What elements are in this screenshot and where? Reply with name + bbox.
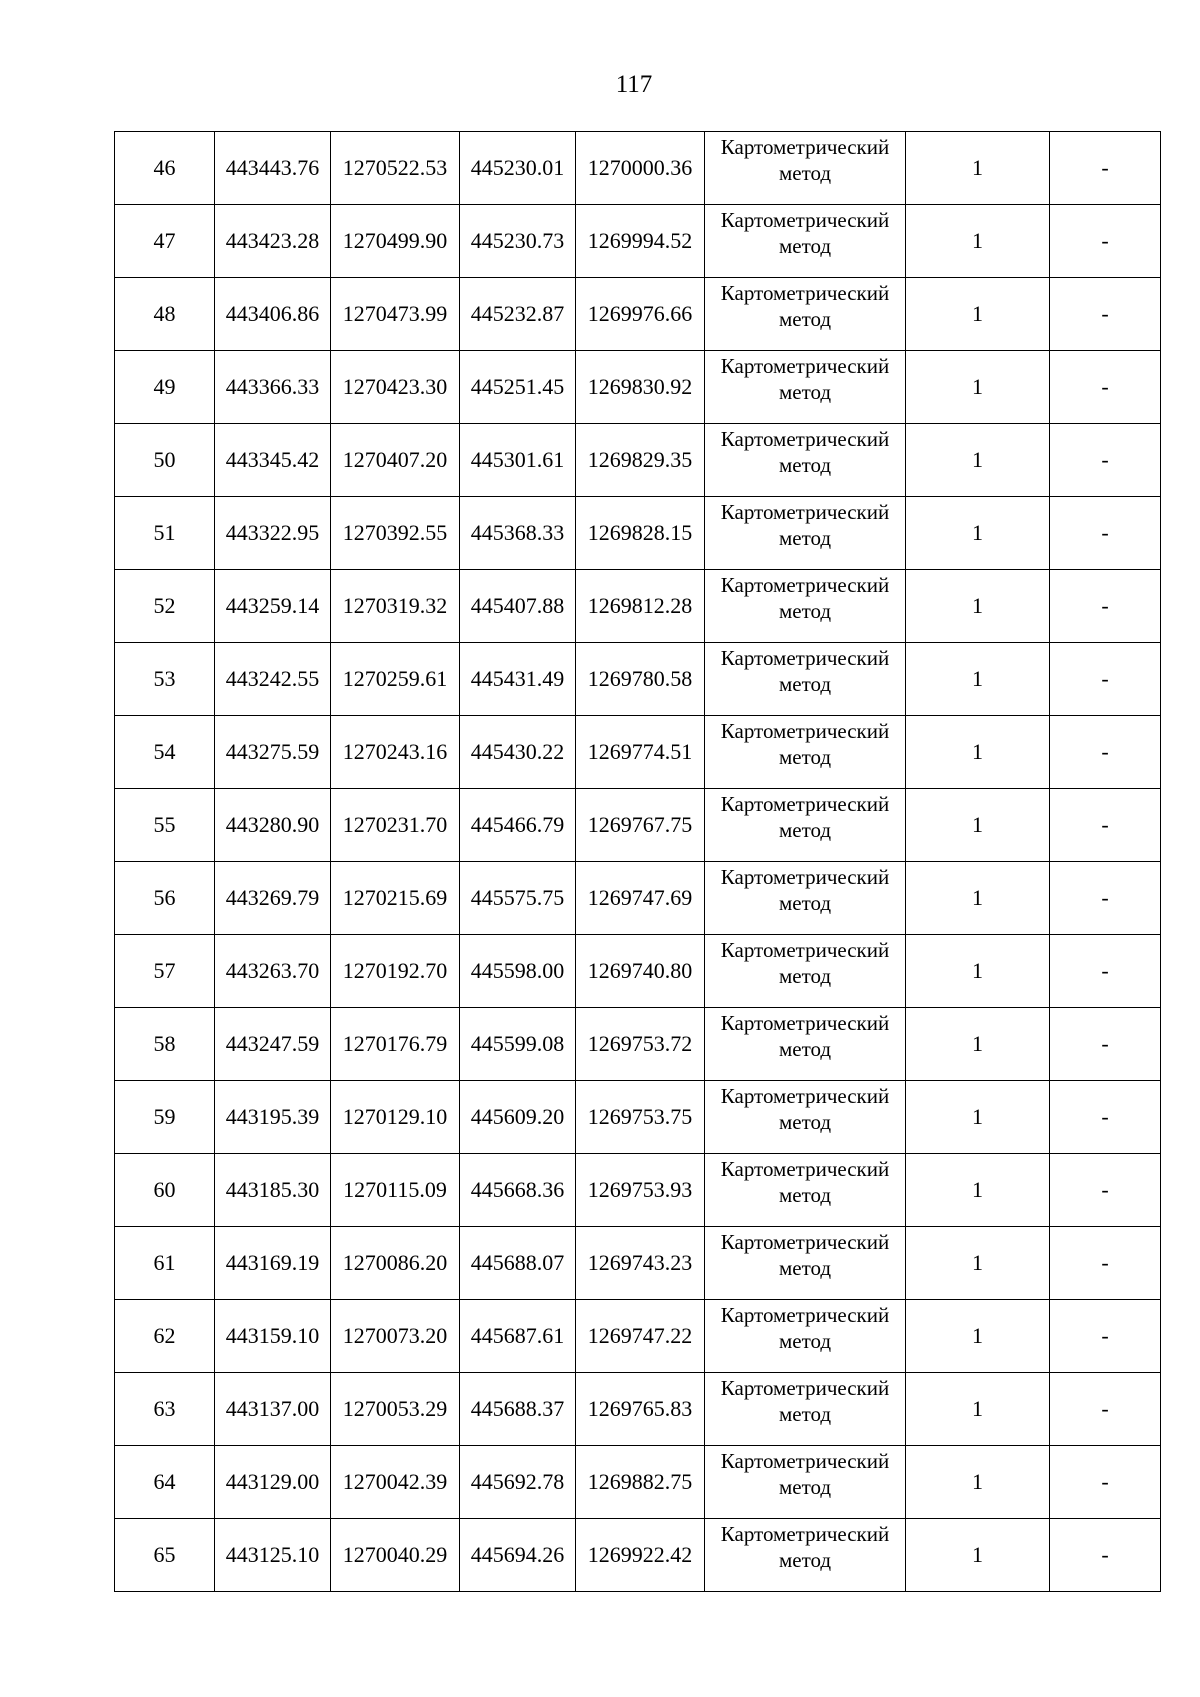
note-cell: - <box>1050 205 1161 278</box>
y2-coordinate-cell: 1269830.92 <box>576 351 705 424</box>
x1-coordinate-cell: 443159.10 <box>215 1300 331 1373</box>
method-text-line2: метод <box>778 1183 832 1207</box>
table-row <box>115 1081 1161 1154</box>
method-cell <box>705 1227 906 1300</box>
point-number-cell: 63 <box>115 1373 215 1446</box>
x2-coordinate-cell: 445688.07 <box>460 1227 576 1300</box>
x2-coordinate-cell: 445466.79 <box>460 789 576 862</box>
method-text-line2: метод <box>778 891 832 915</box>
accuracy-cell: 1 <box>906 1081 1050 1154</box>
y1-coordinate-cell: 1270042.39 <box>331 1446 460 1519</box>
y2-coordinate-cell: 1269740.80 <box>576 935 705 1008</box>
method-text-line2: метод <box>778 380 832 404</box>
table-row <box>115 935 1161 1008</box>
method-text-line2: метод <box>778 599 832 623</box>
method-text-line2: метод <box>778 1110 832 1134</box>
y1-coordinate-cell: 1270086.20 <box>331 1227 460 1300</box>
accuracy-cell: 1 <box>906 1008 1050 1081</box>
x1-coordinate-cell: 443275.59 <box>215 716 331 789</box>
y1-coordinate-cell: 1270522.53 <box>331 132 460 205</box>
method-cell <box>705 862 906 935</box>
method-text-line1: Картометрический <box>720 1303 890 1327</box>
method-cell <box>705 643 906 716</box>
y2-coordinate-cell: 1269812.28 <box>576 570 705 643</box>
method-cell <box>705 424 906 497</box>
method-text-line2: метод <box>778 1329 832 1353</box>
method-cell <box>705 1446 906 1519</box>
table-row <box>115 789 1161 862</box>
note-cell: - <box>1050 497 1161 570</box>
method-text-line1: Картометрический <box>720 1449 890 1473</box>
x1-coordinate-cell: 443263.70 <box>215 935 331 1008</box>
y1-coordinate-cell: 1270407.20 <box>331 424 460 497</box>
method-cell <box>705 935 906 1008</box>
note-cell: - <box>1050 1300 1161 1373</box>
method-text-line1: Картометрический <box>720 1084 890 1108</box>
x2-coordinate-cell: 445368.33 <box>460 497 576 570</box>
table-row <box>115 716 1161 789</box>
y1-coordinate-cell: 1270473.99 <box>331 278 460 351</box>
method-text-line2: метод <box>778 526 832 550</box>
x1-coordinate-cell: 443195.39 <box>215 1081 331 1154</box>
x2-coordinate-cell: 445575.75 <box>460 862 576 935</box>
y2-coordinate-cell: 1269976.66 <box>576 278 705 351</box>
x2-coordinate-cell: 445687.61 <box>460 1300 576 1373</box>
point-number-cell: 53 <box>115 643 215 716</box>
x1-coordinate-cell: 443169.19 <box>215 1227 331 1300</box>
table-row <box>115 132 1161 205</box>
point-number-cell: 49 <box>115 351 215 424</box>
point-number-cell: 54 <box>115 716 215 789</box>
table-row <box>115 1373 1161 1446</box>
y2-coordinate-cell: 1269767.75 <box>576 789 705 862</box>
y2-coordinate-cell: 1269774.51 <box>576 716 705 789</box>
note-cell: - <box>1050 1519 1161 1592</box>
x2-coordinate-cell: 445599.08 <box>460 1008 576 1081</box>
x2-coordinate-cell: 445609.20 <box>460 1081 576 1154</box>
y1-coordinate-cell: 1270129.10 <box>331 1081 460 1154</box>
table-row <box>115 278 1161 351</box>
y1-coordinate-cell: 1270319.32 <box>331 570 460 643</box>
method-cell <box>705 716 906 789</box>
note-cell: - <box>1050 1227 1161 1300</box>
x2-coordinate-cell: 445668.36 <box>460 1154 576 1227</box>
method-text-line1: Картометрический <box>720 719 890 743</box>
point-number-cell: 58 <box>115 1008 215 1081</box>
accuracy-cell: 1 <box>906 789 1050 862</box>
note-cell: - <box>1050 278 1161 351</box>
accuracy-cell: 1 <box>906 205 1050 278</box>
y1-coordinate-cell: 1270215.69 <box>331 862 460 935</box>
method-text-line1: Картометрический <box>720 1011 890 1035</box>
method-text-line1: Картометрический <box>720 1522 890 1546</box>
table-row <box>115 1154 1161 1227</box>
method-text-line2: метод <box>778 672 832 696</box>
x2-coordinate-cell: 445692.78 <box>460 1446 576 1519</box>
accuracy-cell: 1 <box>906 1300 1050 1373</box>
x2-coordinate-cell: 445694.26 <box>460 1519 576 1592</box>
table-row <box>115 205 1161 278</box>
method-text-line2: метод <box>778 818 832 842</box>
y2-coordinate-cell: 1269765.83 <box>576 1373 705 1446</box>
x1-coordinate-cell: 443406.86 <box>215 278 331 351</box>
point-number-cell: 50 <box>115 424 215 497</box>
y1-coordinate-cell: 1270073.20 <box>331 1300 460 1373</box>
method-text-line1: Картометрический <box>720 208 890 232</box>
note-cell: - <box>1050 351 1161 424</box>
accuracy-cell: 1 <box>906 132 1050 205</box>
table-row <box>115 1519 1161 1592</box>
x1-coordinate-cell: 443137.00 <box>215 1373 331 1446</box>
note-cell: - <box>1050 862 1161 935</box>
accuracy-cell: 1 <box>906 1446 1050 1519</box>
point-number-cell: 52 <box>115 570 215 643</box>
method-text-line1: Картометрический <box>720 427 890 451</box>
method-cell <box>705 1373 906 1446</box>
method-cell <box>705 497 906 570</box>
x1-coordinate-cell: 443280.90 <box>215 789 331 862</box>
method-cell <box>705 1081 906 1154</box>
method-text-line1: Картометрический <box>720 1157 890 1181</box>
point-number-cell: 64 <box>115 1446 215 1519</box>
page-number: 117 <box>615 71 653 98</box>
accuracy-cell: 1 <box>906 278 1050 351</box>
point-number-cell: 46 <box>115 132 215 205</box>
x2-coordinate-cell: 445230.01 <box>460 132 576 205</box>
y2-coordinate-cell: 1269828.15 <box>576 497 705 570</box>
method-text-line1: Картометрический <box>720 354 890 378</box>
method-text-line2: метод <box>778 234 832 258</box>
y1-coordinate-cell: 1270176.79 <box>331 1008 460 1081</box>
y1-coordinate-cell: 1270040.29 <box>331 1519 460 1592</box>
method-cell <box>705 205 906 278</box>
point-number-cell: 61 <box>115 1227 215 1300</box>
method-text-line2: метод <box>778 745 832 769</box>
table-row <box>115 424 1161 497</box>
method-text-line2: метод <box>778 1548 832 1572</box>
y1-coordinate-cell: 1270243.16 <box>331 716 460 789</box>
x2-coordinate-cell: 445230.73 <box>460 205 576 278</box>
y2-coordinate-cell: 1269753.72 <box>576 1008 705 1081</box>
note-cell: - <box>1050 1008 1161 1081</box>
method-text-line1: Картометрический <box>720 865 890 889</box>
x1-coordinate-cell: 443125.10 <box>215 1519 331 1592</box>
method-cell <box>705 1300 906 1373</box>
y1-coordinate-cell: 1270259.61 <box>331 643 460 716</box>
point-number-cell: 55 <box>115 789 215 862</box>
x1-coordinate-cell: 443185.30 <box>215 1154 331 1227</box>
method-cell <box>705 570 906 643</box>
table-row <box>115 570 1161 643</box>
table-body <box>115 132 1161 1592</box>
note-cell: - <box>1050 643 1161 716</box>
x2-coordinate-cell: 445688.37 <box>460 1373 576 1446</box>
method-text-line1: Картометрический <box>720 1376 890 1400</box>
accuracy-cell: 1 <box>906 1373 1050 1446</box>
point-number-cell: 51 <box>115 497 215 570</box>
y2-coordinate-cell: 1269994.52 <box>576 205 705 278</box>
note-cell: - <box>1050 132 1161 205</box>
x2-coordinate-cell: 445301.61 <box>460 424 576 497</box>
y1-coordinate-cell: 1270053.29 <box>331 1373 460 1446</box>
table-row <box>115 1008 1161 1081</box>
method-text-line1: Картометрический <box>720 646 890 670</box>
coordinates-table <box>114 131 1161 1592</box>
point-number-cell: 60 <box>115 1154 215 1227</box>
method-text-line2: метод <box>778 1402 832 1426</box>
x1-coordinate-cell: 443423.28 <box>215 205 331 278</box>
y2-coordinate-cell: 1269753.93 <box>576 1154 705 1227</box>
table-row <box>115 497 1161 570</box>
y1-coordinate-cell: 1270423.30 <box>331 351 460 424</box>
y2-coordinate-cell: 1269829.35 <box>576 424 705 497</box>
table-row <box>115 351 1161 424</box>
accuracy-cell: 1 <box>906 862 1050 935</box>
table-row <box>115 862 1161 935</box>
method-text-line2: метод <box>778 453 832 477</box>
method-text-line1: Картометрический <box>720 135 890 159</box>
x2-coordinate-cell: 445430.22 <box>460 716 576 789</box>
x2-coordinate-cell: 445232.87 <box>460 278 576 351</box>
x2-coordinate-cell: 445407.88 <box>460 570 576 643</box>
note-cell: - <box>1050 1154 1161 1227</box>
point-number-cell: 65 <box>115 1519 215 1592</box>
y2-coordinate-cell: 1269743.23 <box>576 1227 705 1300</box>
y2-coordinate-cell: 1269882.75 <box>576 1446 705 1519</box>
method-cell <box>705 1008 906 1081</box>
method-cell <box>705 278 906 351</box>
method-cell <box>705 1519 906 1592</box>
accuracy-cell: 1 <box>906 935 1050 1008</box>
method-text-line1: Картометрический <box>720 500 890 524</box>
method-cell <box>705 351 906 424</box>
y2-coordinate-cell: 1270000.36 <box>576 132 705 205</box>
x1-coordinate-cell: 443322.95 <box>215 497 331 570</box>
x2-coordinate-cell: 445251.45 <box>460 351 576 424</box>
point-number-cell: 59 <box>115 1081 215 1154</box>
x2-coordinate-cell: 445598.00 <box>460 935 576 1008</box>
accuracy-cell: 1 <box>906 1227 1050 1300</box>
note-cell: - <box>1050 1446 1161 1519</box>
point-number-cell: 62 <box>115 1300 215 1373</box>
x1-coordinate-cell: 443443.76 <box>215 132 331 205</box>
point-number-cell: 56 <box>115 862 215 935</box>
x1-coordinate-cell: 443242.55 <box>215 643 331 716</box>
point-number-cell: 57 <box>115 935 215 1008</box>
y2-coordinate-cell: 1269747.22 <box>576 1300 705 1373</box>
y1-coordinate-cell: 1270499.90 <box>331 205 460 278</box>
note-cell: - <box>1050 716 1161 789</box>
note-cell: - <box>1050 789 1161 862</box>
x1-coordinate-cell: 443269.79 <box>215 862 331 935</box>
x1-coordinate-cell: 443259.14 <box>215 570 331 643</box>
x1-coordinate-cell: 443366.33 <box>215 351 331 424</box>
method-cell <box>705 789 906 862</box>
x2-coordinate-cell: 445431.49 <box>460 643 576 716</box>
table-row <box>115 1446 1161 1519</box>
method-text-line1: Картометрический <box>720 792 890 816</box>
table-row <box>115 1227 1161 1300</box>
point-number-cell: 47 <box>115 205 215 278</box>
accuracy-cell: 1 <box>906 1154 1050 1227</box>
method-text-line1: Картометрический <box>720 938 890 962</box>
table-row <box>115 643 1161 716</box>
method-text-line2: метод <box>778 1256 832 1280</box>
y2-coordinate-cell: 1269922.42 <box>576 1519 705 1592</box>
y2-coordinate-cell: 1269747.69 <box>576 862 705 935</box>
point-number-cell: 48 <box>115 278 215 351</box>
accuracy-cell: 1 <box>906 497 1050 570</box>
method-text-line2: метод <box>778 1037 832 1061</box>
method-text-line2: метод <box>778 1475 832 1499</box>
accuracy-cell: 1 <box>906 1519 1050 1592</box>
method-text-line2: метод <box>778 161 832 185</box>
accuracy-cell: 1 <box>906 716 1050 789</box>
method-text-line1: Картометрический <box>720 1230 890 1254</box>
accuracy-cell: 1 <box>906 643 1050 716</box>
method-cell <box>705 132 906 205</box>
y1-coordinate-cell: 1270392.55 <box>331 497 460 570</box>
accuracy-cell: 1 <box>906 351 1050 424</box>
y1-coordinate-cell: 1270231.70 <box>331 789 460 862</box>
method-text-line2: метод <box>778 307 832 331</box>
accuracy-cell: 1 <box>906 570 1050 643</box>
note-cell: - <box>1050 935 1161 1008</box>
note-cell: - <box>1050 1373 1161 1446</box>
x1-coordinate-cell: 443247.59 <box>215 1008 331 1081</box>
method-text-line2: метод <box>778 964 832 988</box>
note-cell: - <box>1050 570 1161 643</box>
y2-coordinate-cell: 1269753.75 <box>576 1081 705 1154</box>
method-cell <box>705 1154 906 1227</box>
note-cell: - <box>1050 1081 1161 1154</box>
note-cell: - <box>1050 424 1161 497</box>
x1-coordinate-cell: 443129.00 <box>215 1446 331 1519</box>
y1-coordinate-cell: 1270192.70 <box>331 935 460 1008</box>
accuracy-cell: 1 <box>906 424 1050 497</box>
x1-coordinate-cell: 443345.42 <box>215 424 331 497</box>
y1-coordinate-cell: 1270115.09 <box>331 1154 460 1227</box>
method-text-line1: Картометрический <box>720 281 890 305</box>
y2-coordinate-cell: 1269780.58 <box>576 643 705 716</box>
method-text-line1: Картометрический <box>720 573 890 597</box>
table-row <box>115 1300 1161 1373</box>
